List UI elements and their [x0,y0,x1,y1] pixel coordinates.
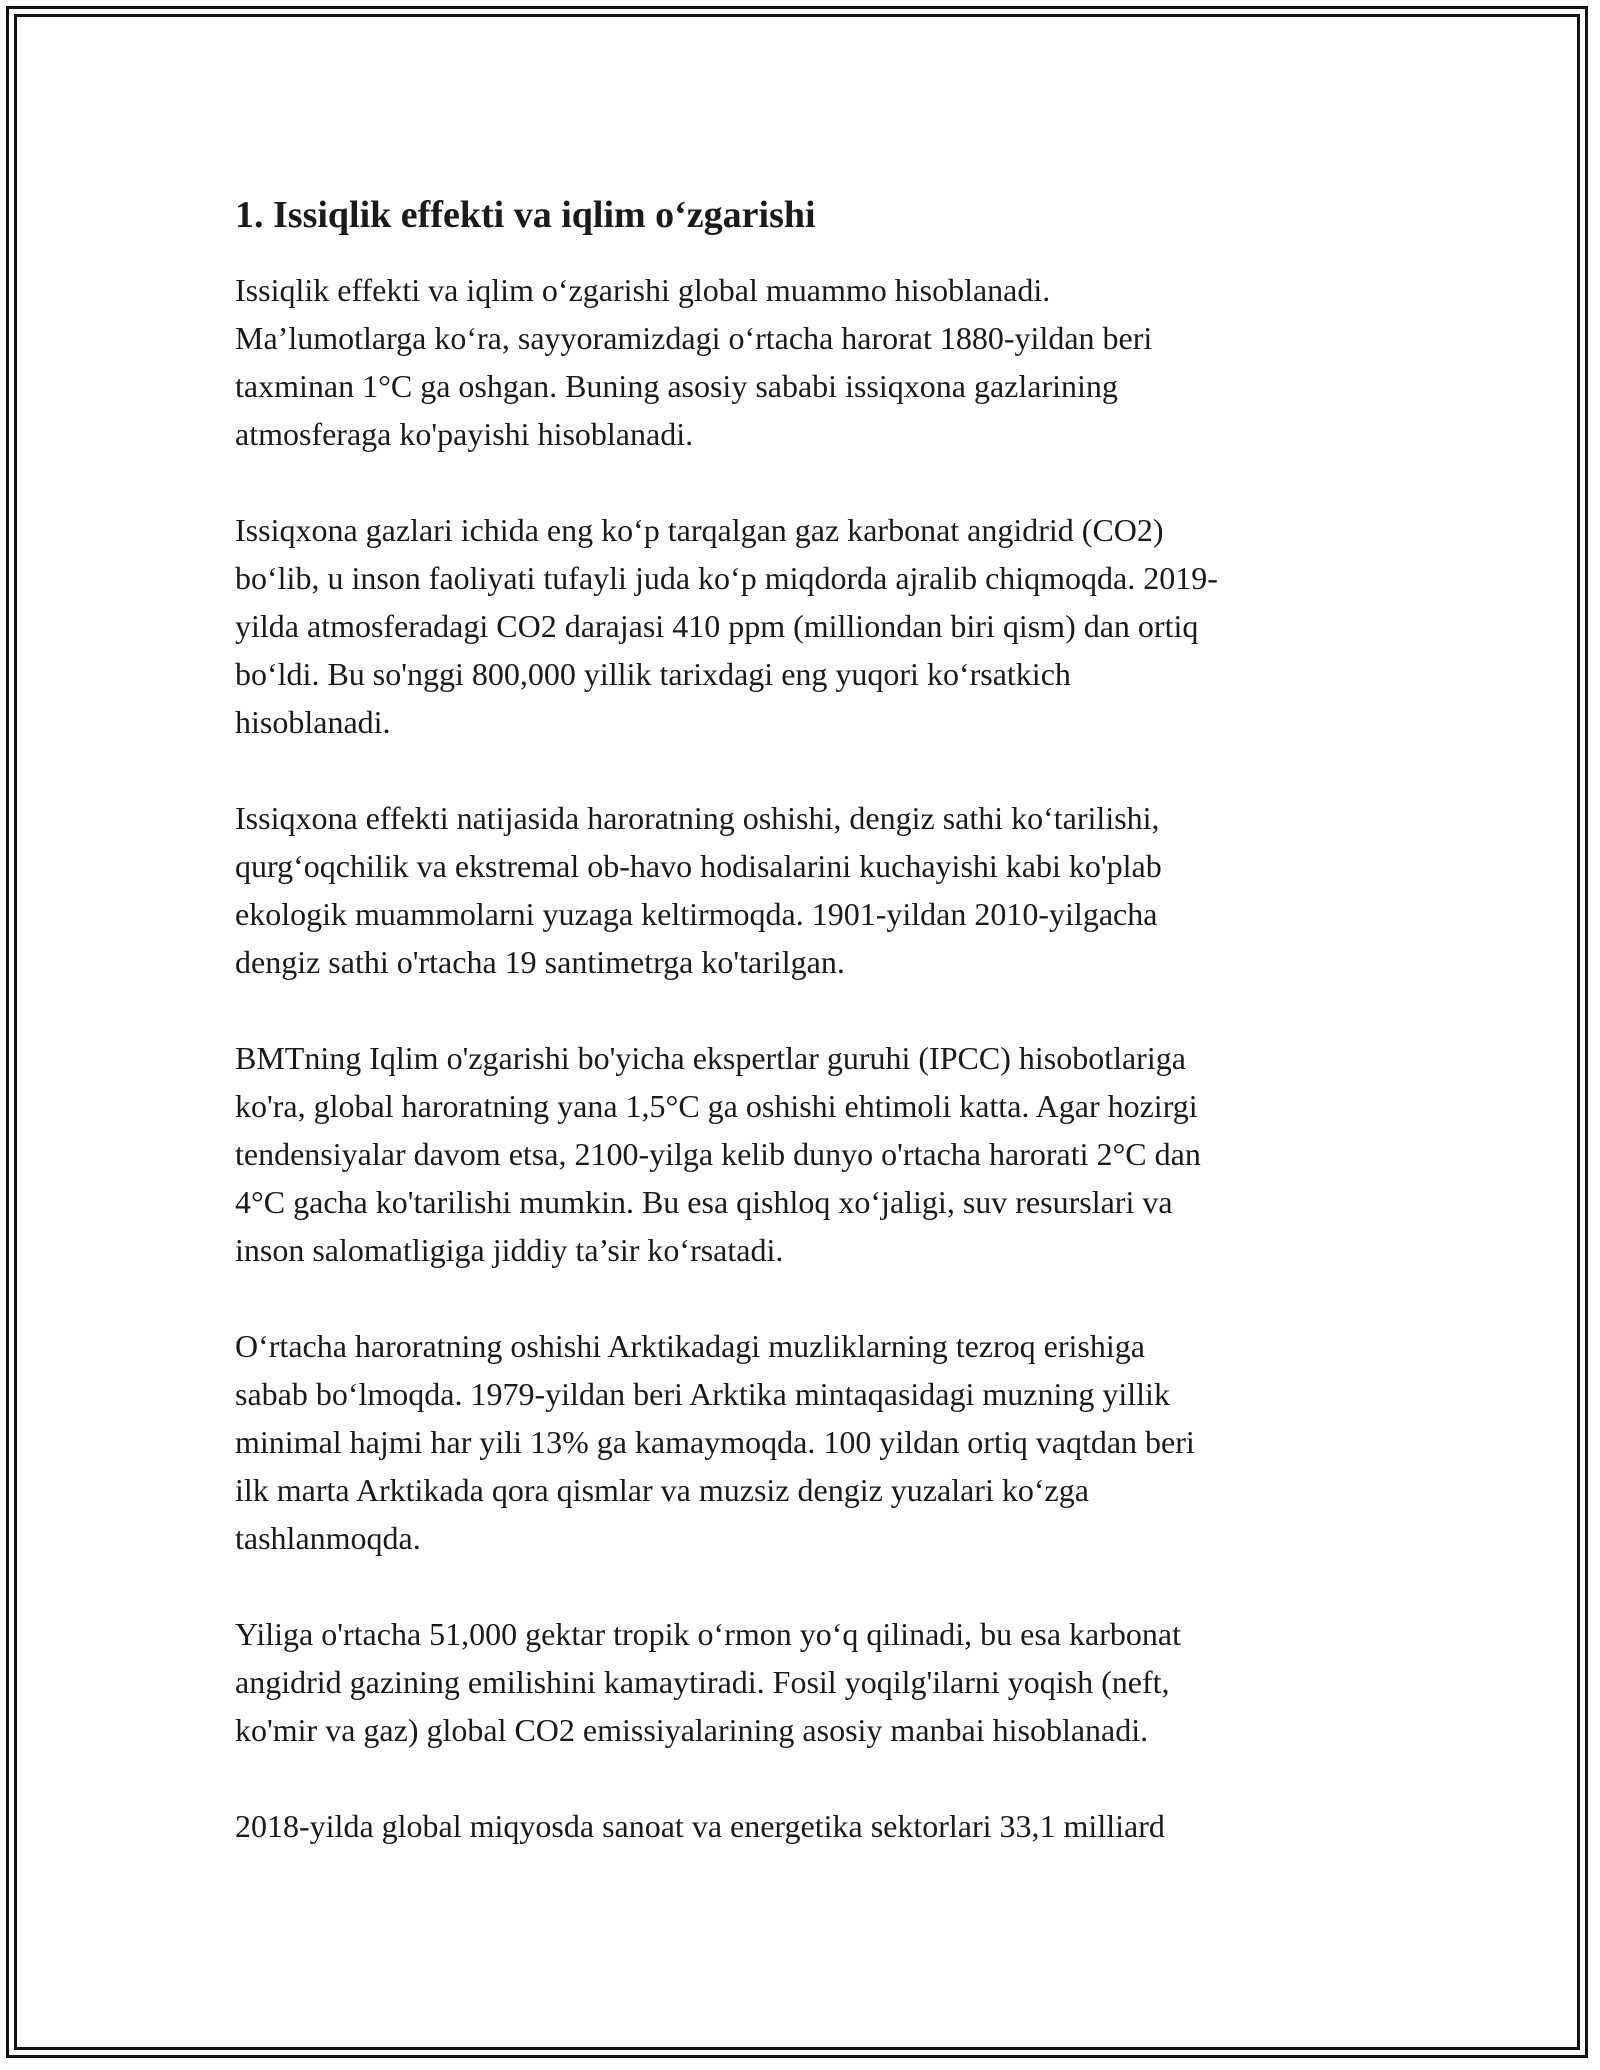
text-line: dengiz sathi o'rtacha 19 santimetrga ko'tarilgan. [235,944,845,980]
text-line: inson salomatligiga jiddiy ta’sir ko‘rsatadi. [235,1232,784,1268]
text-line: taxminan 1°C ga oshgan. Buning asosiy sababi issiqxona gazlarining [235,368,1118,404]
text-line: Issiqlik effekti va iqlim o‘zgarishi global muammo hisoblanadi. [235,272,1051,308]
text-line: ko'ra, global haroratning yana 1,5°C ga oshishi ehtimoli katta. Agar hozirgi [235,1088,1198,1124]
text-line: ilk marta Arktikada qora qismlar va muzsiz dengiz yuzalari ko‘zga [235,1472,1089,1508]
text-line: ekologik muammolarni yuzaga keltirmoqda. 1901-yildan 2010-yilgacha [235,896,1158,932]
paragraph [235,1034,1385,1274]
text-line: hisoblanadi. [235,704,391,740]
paragraph [235,1322,1385,1562]
text-line: O‘rtacha haroratning oshishi Arktikadagi muzliklarning tezroq erishiga [235,1328,1145,1364]
document-body [235,188,1385,1898]
text-line: Issiqxona gazlari ichida eng ko‘p tarqalgan gaz karbonat angidrid (CO2) [235,512,1164,548]
paragraph [235,506,1385,746]
text-line: sabab bo‘lmoqda. 1979-yildan beri Arktika mintaqasidagi muzning yillik [235,1376,1170,1412]
paragraph [235,794,1385,986]
text-line: atmosferaga ko'payishi hisoblanadi. [235,416,694,452]
paragraph-list [235,266,1385,1850]
text-line: minimal hajmi har yili 13% ga kamaymoqda. 100 yildan ortiq vaqtdan beri [235,1424,1195,1460]
text-line: bo‘lib, u inson faoliyati tufayli juda ko‘p miqdorda ajralib chiqmoqda. 2019- [235,560,1218,596]
text-line: tashlanmoqda. [235,1520,421,1556]
text-line: yilda atmosferadagi CO2 darajasi 410 ppm (milliondan biri qism) dan ortiq [235,608,1199,644]
paragraph [235,1802,1385,1850]
text-line: Ma’lumotlarga ko‘ra, sayyoramizdagi o‘rtacha harorat 1880-yildan beri [235,320,1153,356]
text-line: bo‘ldi. Bu so'nggi 800,000 yillik tarixdagi eng yuqori ko‘rsatkich [235,656,1071,692]
paragraph [235,1610,1385,1754]
text-line: Issiqxona effekti natijasida haroratning oshishi, dengiz sathi ko‘tarilishi, [235,800,1160,836]
text-line: Yiliga o'rtacha 51,000 gektar tropik o‘rmon yo‘q qilinadi, bu esa karbonat [235,1616,1181,1652]
text-line: 4°C gacha ko'tarilishi mumkin. Bu esa qishloq xo‘jaligi, suv resurslari va [235,1184,1173,1220]
text-line: tendensiyalar davom etsa, 2100-yilga kelib dunyo o'rtacha harorati 2°C dan [235,1136,1201,1172]
text-line: BMTning Iqlim o'zgarishi bo'yicha ekspertlar guruhi (IPCC) hisobotlariga [235,1040,1186,1076]
section-heading: 1. Issiqlik effekti va iqlim o‘zgarishi [235,194,816,236]
text-line: 2018-yilda global miqyosda sanoat va energetika sektorlari 33,1 milliard [235,1808,1165,1844]
paragraph [235,266,1385,458]
text-line: ko'mir va gaz) global CO2 emissiyalarining asosiy manbai hisoblanadi. [235,1712,1149,1748]
text-line: angidrid gazining emilishini kamaytiradi. Fosil yoqilg'ilarni yoqish (neft, [235,1664,1170,1700]
text-line: qurg‘oqchilik va ekstremal ob-havo hodisalarini kuchayishi kabi ko'plab [235,848,1162,884]
